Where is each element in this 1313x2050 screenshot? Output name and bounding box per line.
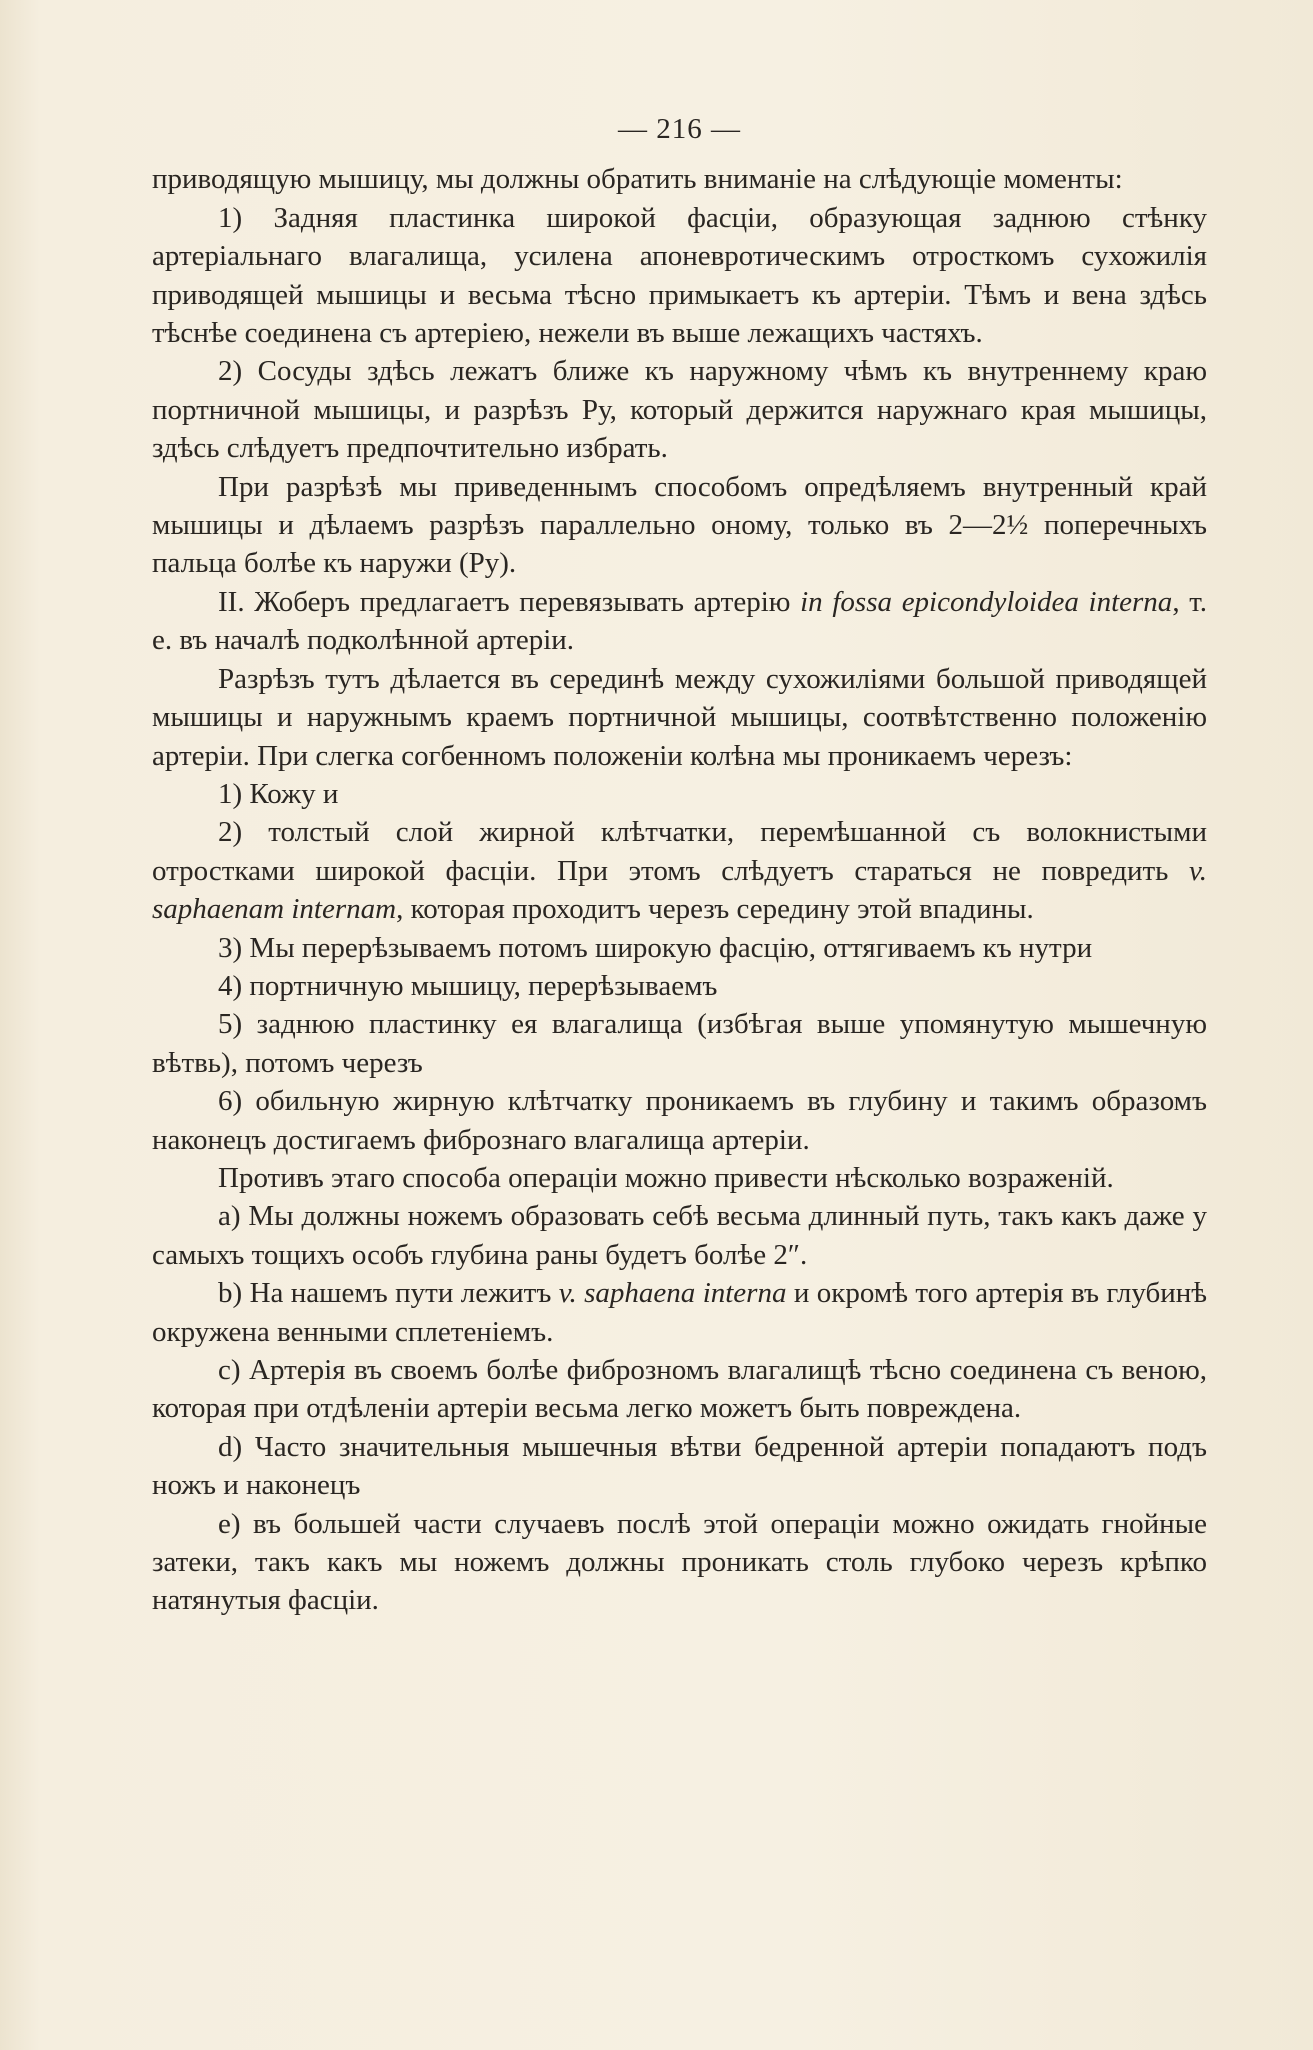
paragraph: [152, 1082, 1207, 1159]
italic-term: v. saphaena interna: [558, 1277, 787, 1310]
paragraph: [152, 352, 1207, 467]
paragraph: [152, 1428, 1207, 1505]
text-run: 1) Задняя пластинка широкой фасціи, образующая заднюю стѣнку артеріальнаго влагалища, усилена апоневротическимъ отросткомъ сухожилія приводящей мышицы и весьма тѣсно примыкаетъ къ артеріи. Тѣмъ и вена здѣсь тѣснѣе соединена съ артеріею, нежели въ выше лежащихъ частяхъ.: [152, 201, 1207, 350]
paragraph: [152, 1351, 1207, 1428]
text-run: 1) Кожу и: [218, 777, 339, 810]
paragraph: [152, 1197, 1207, 1274]
body-text: [152, 160, 1207, 1619]
text-run: b) На нашемъ пути лежитъ: [218, 1277, 559, 1310]
italic-term: in fossa epicondyloidea interna: [800, 585, 1173, 618]
page-number: — 216 —: [618, 113, 741, 145]
text-run: 3) Мы перерѣзываемъ потомъ широкую фасцію, оттягиваемъ къ нутри: [218, 931, 1093, 964]
text-run: a) Мы должны ножемъ образовать себѣ весьма длинный путь, такъ какъ даже у самыхъ тощихъ особъ глубина раны будетъ болѣе 2″.: [152, 1200, 1207, 1271]
paragraph: [152, 1159, 1207, 1197]
text-run: 2) толстый слой жирной клѣтчатки, перемѣшанной съ волокнистыми отростками широкой фасціи. При этомъ слѣдуетъ стараться не повредить: [152, 816, 1207, 887]
paragraph: [152, 1505, 1207, 1620]
paragraph: [152, 1005, 1207, 1082]
text-run: e) въ большей части случаевъ послѣ этой операціи можно ожидать гнойные затеки, такъ какъ мы ножемъ должны проникать столь глубоко черезъ крѣпко натянутыя фасціи.: [152, 1507, 1207, 1617]
text-run: и окромѣ того артерія въ глубинѣ окружена венными сплетеніемъ.: [152, 1277, 1207, 1348]
text-run: 4) портничную мышицу, перерѣзываемъ: [218, 969, 718, 1002]
page-text: [152, 110, 1207, 1620]
text-run: , т. е. въ началѣ подколѣнной артеріи.: [152, 585, 1207, 657]
paragraph: [152, 160, 1207, 198]
text-run: II. Жоберъ предлагаетъ перевязывать артерію: [218, 585, 801, 618]
text-run: При разрѣзѣ мы приведеннымъ способомъ опредѣляемъ внутренный край мышицы и дѣлаемъ разрѣзъ параллельно оному, только въ 2—2½ поперечныхъ пальца болѣе къ наружи (Ру).: [152, 470, 1207, 580]
text-run: 6) обильную жирную клѣтчатку проникаемъ въ глубину и такимъ образомъ наконецъ достигаемъ фибрознаго влагалища артеріи.: [152, 1085, 1207, 1156]
text-run: , которая проходитъ черезъ середину этой впадины.: [396, 893, 1034, 926]
text-run: 2) Сосуды здѣсь лежатъ ближе къ наружному чѣмъ къ внутреннему краю портничной мышицы, и разрѣзъ Ру, который держится наружнаго края мышицы, здѣсь слѣдуетъ предпочтительно избрать.: [152, 355, 1207, 465]
paragraph: [152, 1274, 1207, 1351]
text-run: d) Часто значительныя мышечныя вѣтви бедренной артеріи попадаютъ подъ ножъ и наконецъ: [152, 1430, 1207, 1502]
text-run: Разрѣзъ тутъ дѣлается въ серединѣ между сухожиліями большой приводящей мышицы и наружнымъ краемъ портничной мышицы, соотвѣтственно положенію артеріи. При слегка согбенномъ положеніи колѣна мы проникаемъ черезъ:: [152, 662, 1207, 772]
italic-term: v. saphaenam internam: [152, 854, 1207, 926]
paragraph: [152, 967, 1207, 1005]
text-run: Противъ этаго способа операціи можно привести нѣсколько возраженій.: [218, 1161, 1114, 1194]
text-run: 5) заднюю пластинку ея влагалища (избѣгая выше упомянутую мышечную вѣтвь), потомъ черезъ: [152, 1008, 1207, 1079]
paragraph: [152, 813, 1207, 928]
paragraph: [152, 468, 1207, 583]
paragraph: [152, 775, 1207, 813]
text-run: c) Артерія въ своемъ болѣе фиброзномъ влагалищѣ тѣсно соединена съ веною, которая при отдѣленіи артеріи весьма легко можетъ быть повреждена.: [152, 1354, 1207, 1425]
paragraph: [152, 583, 1207, 660]
paragraph: [152, 929, 1207, 967]
paragraph: [152, 199, 1207, 353]
paragraph: [152, 660, 1207, 775]
text-run: приводящую мышицу, мы должны обратить вниманіе на слѣдующіе моменты:: [152, 163, 1123, 196]
